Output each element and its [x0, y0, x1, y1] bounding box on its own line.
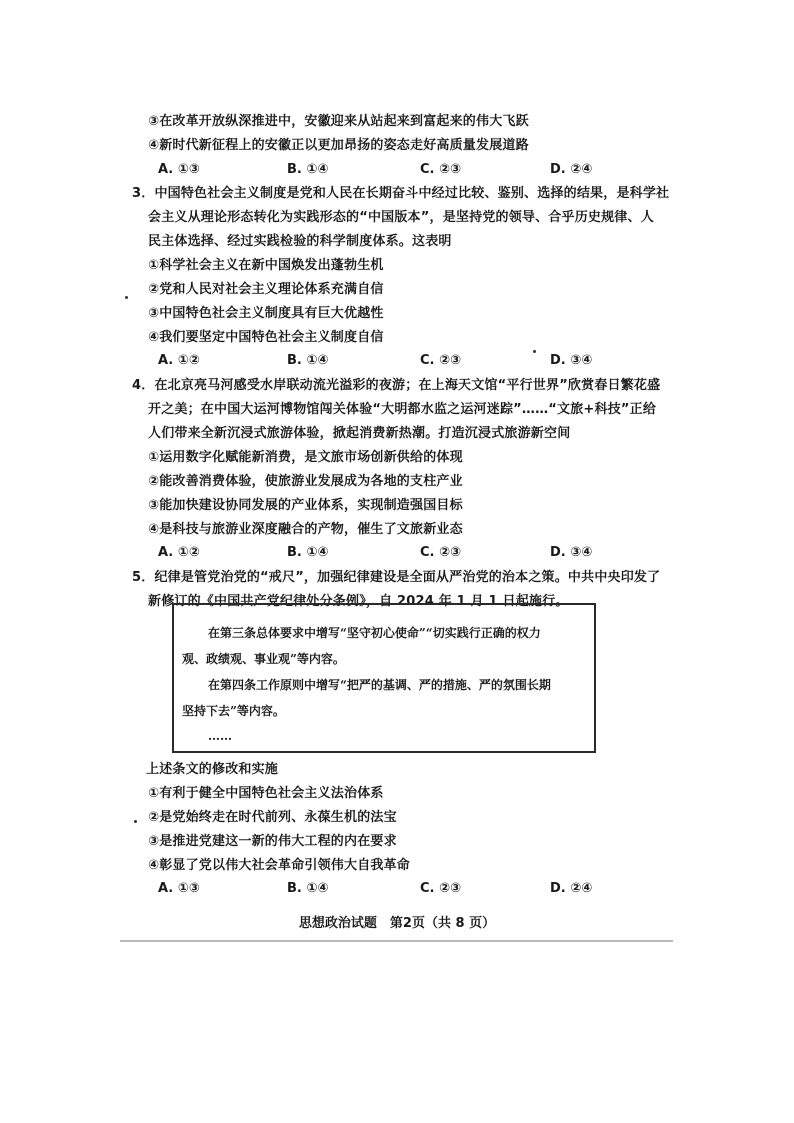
q2-statement-4: ④新时代新征程上的安徽正以更加昂扬的姿态走好高质量发展道路 [148, 138, 529, 153]
q3-stem-line-3: 民主体选择、经过实践检验的科学制度体系。这表明 [148, 234, 452, 249]
material-para-2-line-2: 坚持下去”等内容。 [182, 704, 285, 718]
footer-divider [120, 940, 673, 942]
q5-stem-line-2: 新修订的《中国共产党纪律处分条例》，自 2024 年 1 月 1 日起施行。 [148, 594, 569, 609]
material-para-1-line-1: 在第三条总体要求中增写“坚守初心使命”“切实践行正确的权力 [208, 626, 541, 640]
q5-options [158, 881, 598, 897]
q4-option-b: B. ①④ [287, 545, 329, 560]
q5-lead: 上述条文的修改和实施 [146, 762, 279, 777]
q3-statement-1: ①科学社会主义在新中国焕发出蓬勃生机 [148, 258, 384, 273]
q5-option-c: C. ②③ [420, 881, 462, 896]
q4-option-d: D. ③④ [550, 545, 593, 560]
material-para-2-line-1: 在第四条工作原则中增写“把严的基调、严的措施、严的氛围长期 [208, 678, 551, 692]
scan-speck [125, 296, 128, 299]
q2-option-a: A. ①③ [158, 162, 200, 177]
material-para-1-line-2: 观、政绩观、事业观”等内容。 [182, 652, 345, 666]
q4-statement-1: ①运用数字化赋能新消费，是文旅市场创新供给的体现 [148, 450, 463, 465]
q5-statement-1: ①有利于健全中国特色社会主义法治体系 [148, 786, 384, 801]
q4-statement-2: ②能改善消费体验，使旅游业发展成为各地的支柱产业 [148, 474, 463, 489]
q5-statement-3: ③是推进党建这一新的伟大工程的内在要求 [148, 834, 397, 849]
q4-option-c: C. ②③ [420, 545, 462, 560]
q2-option-c: C. ②③ [420, 162, 462, 177]
q2-option-d: D. ②④ [550, 162, 593, 177]
q4-stem-line-1: 4．在北京亮马河感受水岸联动流光溢彩的夜游；在上海天文馆“平行世界”欣赏春日繁花盛 [132, 378, 661, 393]
q2-options [158, 162, 598, 178]
q3-option-b: B. ①④ [287, 353, 329, 368]
q5-option-a: A. ①③ [158, 881, 200, 896]
material-ellipsis: …… [208, 729, 232, 743]
q4-options [158, 545, 598, 561]
q3-option-c: C. ②③ [420, 353, 462, 368]
q2-statement-3: ③在改革开放纵深推进中，安徽迎来从站起来到富起来的伟大飞跃 [148, 114, 529, 129]
scan-speck [134, 820, 137, 823]
q5-stem-line-1: 5．纪律是管党治党的“戒尺”，加强纪律建设是全面从严治党的治本之策。中共中央印发了 [132, 570, 661, 585]
page-footer: 思想政治试题 第2页（共 8 页） [298, 916, 496, 931]
scan-speck [533, 350, 536, 353]
q5-option-b: B. ①④ [287, 881, 329, 896]
q4-statement-4: ④是科技与旅游业深度融合的产物，催生了文旅新业态 [148, 522, 463, 537]
q4-statement-3: ③能加快建设协同发展的产业体系，实现制造强国目标 [148, 498, 463, 513]
q5-statement-4: ④彰显了党以伟大社会革命引领伟大自我革命 [148, 858, 411, 873]
q4-stem-line-2: 开之美；在中国大运河博物馆闯关体验“大明都水监之运河迷踪”……“文旅+科技”正给 [148, 402, 657, 417]
q2-option-b: B. ①④ [287, 162, 329, 177]
q3-stem-line-1: 3．中国特色社会主义制度是党和人民在长期奋斗中经过比较、鉴别、选择的结果，是科学社 [132, 186, 670, 201]
q3-stem-line-2: 会主义从理论形态转化为实践形态的“中国版本”，是坚持党的领导、合乎历史规律、人 [148, 210, 654, 225]
q4-option-a: A. ①② [158, 545, 200, 560]
q5-statement-2: ②是党始终走在时代前列、永葆生机的法宝 [148, 810, 397, 825]
q3-statement-4: ④我们要坚定中国特色社会主义制度自信 [148, 330, 384, 345]
q3-statement-2: ②党和人民对社会主义理论体系充满自信 [148, 282, 384, 297]
q3-options [158, 353, 598, 369]
q3-option-d: D. ③④ [550, 353, 593, 368]
q4-stem-line-3: 人们带来全新沉浸式旅游体验，掀起消费新热潮。打造沉浸式旅游新空间 [148, 426, 571, 441]
q5-option-d: D. ②④ [550, 881, 593, 896]
q3-option-a: A. ①② [158, 353, 200, 368]
q5-material-box [172, 603, 596, 753]
q3-statement-3: ③中国特色社会主义制度具有巨大优越性 [148, 306, 384, 321]
